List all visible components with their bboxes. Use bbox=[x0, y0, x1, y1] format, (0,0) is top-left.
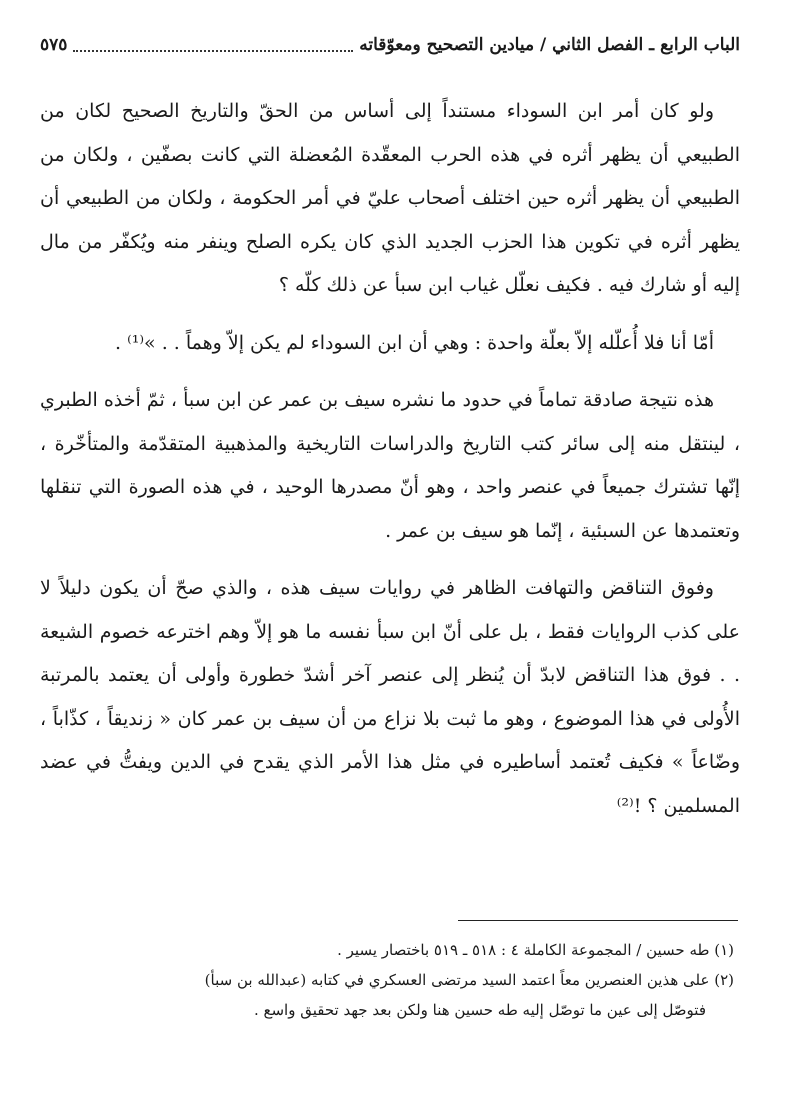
paragraph-4: وفوق التناقض والتهافت الظاهر في روايات سيف هذه ، والذي صحّ أن يكون دليلاً لا على كذب الروايات فقط ، بل على أنّ ابن سبأ نفسه ما هو إلاّ وهم اخترعه خصوم الشيعة . . فوق هذا التناقض لابدّ أن يُنظر إلى عنصر آخر أشدّ خطورة وأولى أن يعتمد بالمرتبة الأُولى في هذا الموضوع ، وهو ما ثبت بلا نزاع من أن سيف بن عمر كان « زنديقاً ، كذّاباً ، وضّاعاً » فكيف تُعتمد أساطيره في مثل هذا الأمر الذي يقدح في الدين ويفتُّ في عضد المسلمين ؟ !⁽²⁾ bbox=[40, 577, 740, 817]
footnotes bbox=[40, 935, 740, 1025]
footnote-separator bbox=[458, 920, 738, 921]
main-text bbox=[40, 90, 740, 842]
book-page bbox=[40, 0, 740, 1109]
page-number: ٥٧٥ bbox=[40, 35, 68, 55]
footnote-2-continuation: فتوصّل إلى عين ما توصّل إليه طه حسين هنا ولكن بعد جهد تحقيق واسع . bbox=[253, 1001, 706, 1019]
paragraph-2: أمّا أنا فلا أُعلّله إلاّ بعلّة واحدة : وهي أن ابن السوداء لم يكن إلاّ وهماً . . »⁽¹⁾ . bbox=[115, 331, 714, 354]
paragraph-1: ولو كان أمر ابن السوداء مستنداً إلى أساس من الحقّ والتاريخ الصحيح لكان من الطبيعي أن يظهر أثره في هذه الحرب المعقّدة المُعضلة التي كانت بصفّين ، ولكان من الطبيعي أن يظهر أثره حين اختلف أصحاب عليّ في أمر الحكومة ، ولكان من الطبيعي أن يظهر أثره في تكوين هذا الحزب الجديد الذي كان يكره الصلح وينفر منه ويُكفّر من مال إليه أو شارك فيه . فكيف نعلّل غياب ابن سبأ عن ذلك كلّه ؟ bbox=[40, 100, 740, 296]
dot-leader bbox=[73, 38, 353, 52]
footnote-2: (٢) على هذين العنصرين معاً اعتمد السيد مرتضى العسكري في كتابه (عبدالله بن سبأ) bbox=[204, 971, 734, 989]
chapter-title: الباب الرابع ـ الفصل الثاني / ميادين التصحيح ومعوّقاته bbox=[359, 35, 740, 55]
footnote-1: (١) طه حسين / المجموعة الكاملة ٤ : ٥١٨ ـ ٥١٩ باختصار يسير . bbox=[337, 941, 734, 959]
paragraph-3: هذه نتيجة صادقة تماماً في حدود ما نشره سيف بن عمر عن ابن سبأ ، ثمّ أخذه الطبري ، لينتقل منه إلى سائر كتب التاريخ والدراسات التاريخية والمذهبية المتقدّمة والمتأخّرة ، إنّها تشترك جميعاً في عنصر واحد ، وهو أنّ مصدرها الوحيد ، في هذه الصورة التي تنقلها وتعتمدها عن السبئية ، إنّما هو سيف بن عمر . bbox=[40, 389, 740, 542]
running-header bbox=[40, 30, 740, 60]
